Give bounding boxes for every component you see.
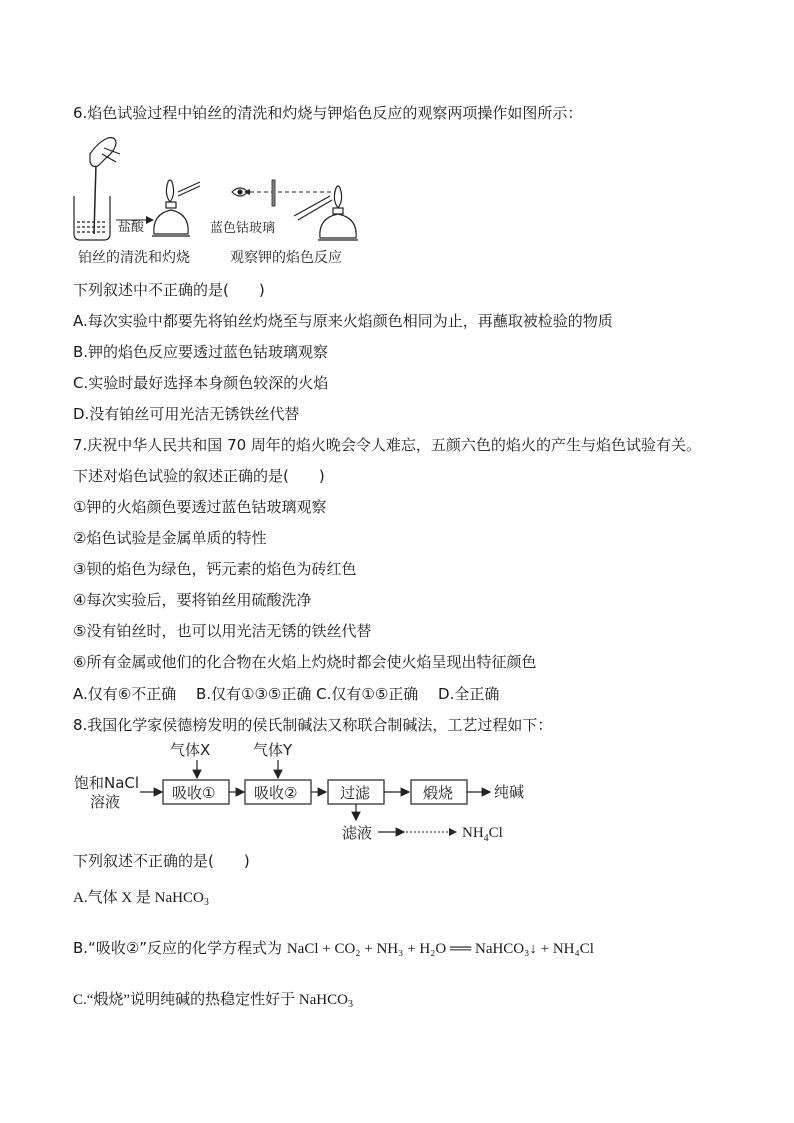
flow-product: 纯碱 bbox=[494, 783, 525, 801]
equation: NaCl + CO₂ + NH₃ + H₂O ══ NaHCO₃↓ + NH₄Cl bbox=[286, 941, 594, 957]
caption-left: 铂丝的清洗和灼烧 bbox=[78, 250, 190, 266]
q7-statement-1: ①钾的火焰颜色要透过蓝色钴玻璃观察 bbox=[73, 498, 327, 516]
q7-question: 下述对焰色试验的叙述正确的是( ) bbox=[73, 467, 325, 485]
q7-stem: 7.庆祝中华人民共和国 70 周年的焰火晚会令人难忘，五颜六色的焰火的产生与焰色试验有关。 bbox=[73, 436, 701, 454]
q6-question: 下列叙述中不正确的是( ) bbox=[73, 281, 265, 299]
q8-option-a: A.气体 X 是 NaHCO$_3$ bbox=[73, 890, 209, 908]
caption-right: 观察钾的焰色反应 bbox=[230, 250, 342, 266]
q6-stem: 6.焰色试验过程中铂丝的清洗和灼烧与钾焰色反应的观察两项操作如图所示： bbox=[73, 104, 583, 122]
flow-input-line1: 饱和NaCl bbox=[74, 774, 140, 792]
q6-option-d: D.没有铂丝可用光洁无锈铁丝代替 bbox=[73, 405, 300, 423]
q7-statement-3: ③钡的焰色为绿色，钙元素的焰色为砖红色 bbox=[73, 560, 357, 578]
alcohol-lamp-icon bbox=[294, 186, 358, 240]
flow-gas-y: 气体Y bbox=[253, 741, 293, 759]
q6-figure bbox=[68, 134, 368, 274]
q6-option-b: B.钾的焰色反应要透过蓝色钴玻璃观察 bbox=[73, 343, 329, 361]
flow-byproduct: $NH_4Cl$ bbox=[462, 825, 503, 844]
q8-flowchart bbox=[70, 738, 540, 846]
alcohol-lamp-icon bbox=[152, 180, 200, 236]
q6-option-a: A.每次实验中都要先将铂丝灼烧至与原来火焰颜色相同为止，再蘸取被检验的物质 bbox=[73, 312, 613, 330]
flow-step3-label: 过滤 bbox=[340, 784, 371, 802]
cobalt-glass bbox=[272, 180, 275, 206]
glass-label: 蓝色钴玻璃 bbox=[210, 221, 276, 236]
q7-statement-5: ⑤没有铂丝时，也可以用光洁无锈的铁丝代替 bbox=[73, 622, 372, 640]
beaker-icon bbox=[74, 138, 120, 240]
flow-filtrate: 滤液 bbox=[342, 824, 373, 842]
q7-statement-6: ⑥所有金属或他们的化合物在火焰上灼烧时都会使火焰呈现出特征颜色 bbox=[73, 653, 537, 671]
flow-input-line2: 溶液 bbox=[90, 793, 121, 811]
q8-option-c: C.“煅烧”说明纯碱的热稳定性好于 NaHCO$_3$ bbox=[73, 992, 353, 1010]
q8-question: 下列叙述不正确的是( ) bbox=[73, 852, 250, 870]
q6-option-c: C.实验时最好选择本身颜色较深的火焰 bbox=[73, 374, 329, 392]
q7-options: A.仅有⑥不正确 B.仅有①③⑤正确 C.仅有①⑤正确 D.全正确 bbox=[73, 685, 500, 703]
q8-stem: 8.我国化学家侯德榜发明的侯氏制碱法又称联合制碱法，工艺过程如下： bbox=[73, 716, 553, 734]
q7-statement-4: ④每次实验后，要将铂丝用硫酸洗净 bbox=[73, 591, 312, 609]
flow-gas-x: 气体X bbox=[170, 741, 211, 759]
flow-step4-label: 煅烧 bbox=[423, 784, 454, 802]
q7-statement-2: ②焰色试验是金属单质的特性 bbox=[73, 529, 267, 547]
acid-label: 盐酸 bbox=[118, 220, 145, 235]
q8-option-b: B.“吸收②”反应的化学方程式为 NaCl + CO₂ + NH₃ + H₂O ══ NaHCO₃↓ + NH₄Cl bbox=[73, 939, 594, 957]
flow-step1-label: 吸收① bbox=[172, 784, 216, 802]
flow-step2-label: 吸收② bbox=[254, 784, 298, 802]
